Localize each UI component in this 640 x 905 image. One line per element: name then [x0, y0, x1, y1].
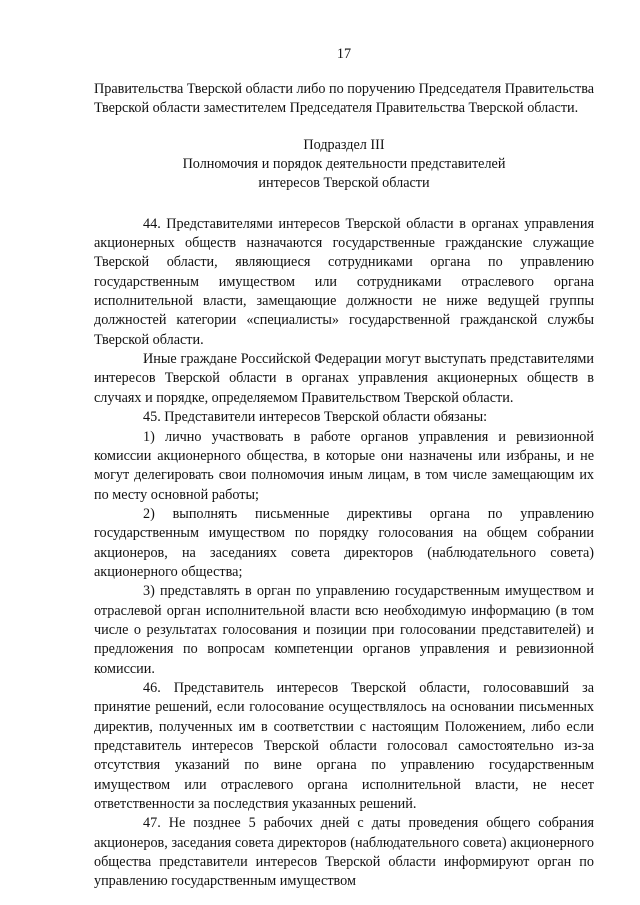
page-number: 17 — [336, 46, 352, 62]
paragraph-44-other-citizens: Иные граждане Российской Федерации могут выступать представителями интересов Тверской области в органах управления акционерных обществ в случаях и порядке, определяемом Правительством Тверской области. — [94, 351, 594, 406]
paragraph-45-item-1: 1) лично участвовать в работе органов управления и ревизионной комиссии акционерного общества, в которые они назначены или избраны, и не могут делегировать свои полномочия иным лицам, в том числе замещающим их по месту основной работы; — [94, 428, 594, 503]
section-title-line-2: интересов Тверской области — [258, 175, 430, 192]
intro-paragraph: Правительства Тверской области либо по поручению Председателя Правительства Тверской области заместителем Председателя Правительства Тверской области. — [94, 81, 595, 117]
paragraph-44: 44. Представителями интересов Тверской области в органах управления акционерных обществ назначаются государственные гражданские служащие Тверской области, являющиеся сотрудниками органа по управлению государственным имуществом или сотрудниками отраслевого органа исполнительной власти, замещающие должности не ниже ведущей группы должностей категории «специалисты» государственной гражданской службы Тверской области. — [94, 215, 594, 348]
paragraph-45-item-3: 3) представлять в орган по управлению государственным имуществом и отраслевой орган исполнительной власти всю необходимую информацию (в том числе о результатах голосования и позиции при голосовании представителей) и предложения по вопросам компетенции органов управления и ревизионной комиссии. — [94, 583, 594, 677]
paragraph-45: 45. Представители интересов Тверской области обязаны: — [143, 409, 488, 426]
section-label: Подраздел III — [303, 136, 385, 153]
paragraph-46: 46. Представитель интересов Тверской области, голосовавший за принятие решений, если голосование осуществлялось на основании письменных директив, полученных им в соответствии с настоящим Положением, либо если представитель интересов Тверской области голосовал самостоятельно из-за отсутствия указаний по вине органа по управлению государственным имуществом или отраслевого органа исполнительной власти, не несет ответственности за последствия указанных решений. — [94, 679, 594, 813]
section-title-line-1: Полномочия и порядок деятельности представителей — [182, 156, 506, 173]
document-page — [94, 44, 594, 892]
paragraph-45-item-2: 2) выполнять письменные директивы органа по управлению государственным имуществом по порядку голосования на общем собрании акционеров, на заседаниях совета директоров (наблюдательного совета) акционерного общества; — [94, 505, 594, 580]
paragraph-47: 47. Не позднее 5 рабочих дней с даты проведения общего собрания акционеров, заседания совета директоров (наблюдательного совета) акционерного общества представители интересов Тверской области информируют орган по управлению государственным имуществом — [94, 815, 594, 890]
